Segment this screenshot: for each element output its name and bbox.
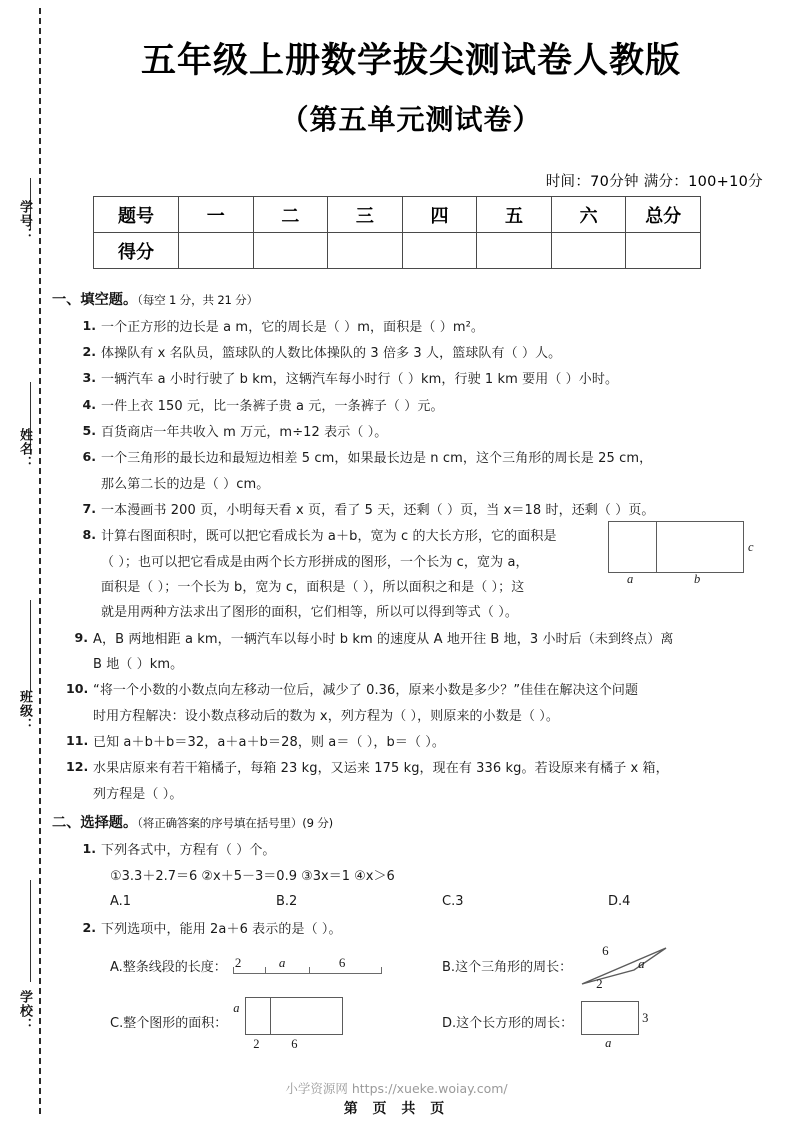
question-2-2 (52, 917, 774, 942)
table-row (94, 233, 701, 269)
triangle-label-6: 6 (602, 943, 609, 959)
page-footer: 第 页 共 页 (343, 1101, 450, 1117)
question-1-9 (52, 627, 774, 678)
segment-line (233, 973, 381, 974)
rect-label-a: a (605, 1036, 612, 1051)
question-1-7 (52, 498, 774, 523)
question-line-1: A，B 两地相距 a km，一辆汽车以每小时 b km 的速度从 A 地开往 B 地，3 小时后（未到终点）离 (93, 631, 674, 647)
question-1-1 (52, 315, 774, 340)
question-1-10 (52, 678, 774, 729)
choice-b[interactable] (442, 944, 774, 992)
question-text: 一件上衣 150 元，比一条裤子贵 a 元，一条裤子（ ）元。 (101, 398, 444, 414)
question-number: 2. (82, 919, 96, 935)
page-title: 五年级上册数学拔尖测试卷人教版 (140, 41, 681, 81)
choice-a-label: 整条线段的长度： (122, 960, 227, 976)
question-line-2: 那么第二长的边是（ ）cm。 (101, 476, 270, 492)
question-text: 一辆汽车 a 小时行驶了 b km，这辆汽车每小时行（ ）km，行驶 1 km 要用（ ）小时。 (101, 372, 619, 388)
question-line-1: “将一个小数的小数点向左移动一位后，减少了 0.36，原来小数是多少？”佳佳在解决这个问题 (93, 683, 639, 699)
section1-note: （每空 1 分，共 21 分） (137, 293, 258, 307)
exam-content (52, 286, 774, 1055)
question-number: 6. (82, 449, 96, 465)
question-text (93, 756, 774, 807)
question-line-2: B 地（ ）km。 (93, 657, 184, 673)
score-table-col-4: 四 (402, 197, 477, 233)
score-cell-5[interactable] (477, 233, 552, 269)
figure-label-b: b (694, 572, 701, 586)
question-1-6 (52, 446, 774, 497)
segment-label-1: 2 (234, 955, 242, 971)
section2-title: 二、选择题。 (52, 815, 138, 832)
question-text: 一本漫画书 200 页，小明每天看 x 页，看了 5 天，还剩（ ）页，当 x＝18 时，还剩（ ）页。 (101, 502, 655, 518)
question-2-1-options (52, 889, 774, 914)
question-number: 12. (66, 759, 89, 775)
question-line-2: 列方程是（ ）。 (93, 786, 183, 802)
choice-b-triangle-figure (576, 944, 686, 992)
question-number: 5. (82, 422, 96, 438)
score-table-col-5: 五 (477, 197, 552, 233)
choice-b-label: 这个三角形的周长： (455, 960, 573, 976)
rect-label-3: 3 (642, 1011, 649, 1026)
section2-note: （将正确答案的序号填在括号里）(9 分) (137, 816, 333, 831)
score-table-col-3: 三 (328, 197, 403, 233)
score-table-col-1: 一 (179, 197, 254, 233)
segment-tick (265, 967, 266, 974)
sidebar-label-name: 姓名： (17, 428, 32, 470)
choice-a-segment-figure (229, 953, 389, 983)
binding-sidebar (0, 0, 46, 1122)
section-heading-multiple-choice (52, 813, 774, 835)
score-cell-6[interactable] (551, 233, 626, 269)
choice-row-ab (110, 943, 774, 993)
question-1-3 (52, 367, 774, 392)
question-text: 百货商店一年共收入 m 万元，m÷12 表示（ ）。 (101, 424, 388, 440)
question-number: 1. (82, 317, 96, 333)
sidebar-label-school: 学校： (17, 990, 32, 1032)
figure-divider (270, 997, 271, 1035)
score-cell-1[interactable] (179, 233, 254, 269)
rect-label-6: 6 (291, 1037, 298, 1052)
question-text (101, 446, 774, 497)
question-number: 11. (66, 733, 89, 749)
rect-label-a: a (233, 1001, 240, 1016)
score-table-row-label: 题号 (94, 197, 179, 233)
choice-b-key: B. (442, 960, 456, 976)
choice-a-key: A. (110, 960, 123, 976)
exam-meta: 时间：70分钟 满分：100+10分 (545, 174, 763, 190)
question-line-2: 时用方程解决：设小数点移动后的数为 x，列方程为（ ），则原来的小数是（ ）。 (93, 708, 559, 724)
option-c[interactable]: C.3 (442, 894, 464, 910)
score-cell-3[interactable] (328, 233, 403, 269)
question-number: 3. (82, 370, 96, 386)
expression-list: ①3.3＋2.7＝6 ②x＋5－3＝0.9 ③3x＝1 ④x＞6 (110, 869, 395, 885)
question-1-5 (52, 420, 774, 445)
question-number: 9. (74, 629, 88, 645)
cut-dashed-line (39, 8, 41, 1114)
figure-label-a: a (627, 572, 634, 586)
sidebar-label-student-id: 学号： (17, 200, 32, 242)
question-text (93, 678, 774, 729)
question-number: 1. (82, 840, 96, 856)
question-text (101, 524, 646, 625)
triangle-label-a: a (638, 956, 645, 972)
rect-label-2: 2 (253, 1037, 260, 1052)
table-row (94, 197, 701, 233)
question-line-2: （ ）；也可以把它看成是由两个长方形拼成的图形，一个长为 c，宽为 a， (101, 554, 529, 570)
sidebar-rule-3 (30, 600, 31, 692)
segment-tick (309, 967, 310, 974)
question-text: 下列选项中，能用 2a＋6 表示的是（ ）。 (101, 921, 342, 937)
choice-row-cd (110, 993, 774, 1055)
question-line-1: 计算右图面积时，既可以把它看成长为 a＋b，宽为 c 的大长方形，它的面积是 (101, 529, 557, 545)
question-text: 体操队有 x 名队员，篮球队的人数比体操队的 3 倍多 3 人，篮球队有（ ）人。 (101, 345, 562, 361)
segment-tick (381, 967, 382, 974)
segment-tick (233, 967, 234, 974)
segment-label-3: 6 (338, 955, 346, 971)
question-text: 一个正方形的边长是 a m，它的周长是（ ）m，面积是（ ）m²。 (101, 319, 484, 335)
option-b[interactable]: B.2 (276, 894, 298, 910)
question-1-12 (52, 756, 774, 807)
question-line-1: 一个三角形的最长边和最短边相差 5 cm，如果最长边是 n cm，这个三角形的周长是 25 cm， (101, 451, 653, 467)
choice-d-label: 这个长方形的周长： (456, 1016, 574, 1032)
question-1-8 (52, 524, 774, 625)
question-1-4 (52, 394, 774, 419)
choice-d-rect-figure (577, 999, 667, 1049)
sidebar-label-class: 班级： (17, 690, 32, 732)
question-number: 4. (82, 396, 96, 412)
figure-rectangle (245, 997, 343, 1035)
question-2-1-expressions (52, 864, 774, 889)
figure-label-c: c (748, 540, 754, 554)
question-line-4: 就是用两种方法求出了图形的面积，它们相等，所以可以得到等式（ ）。 (101, 605, 518, 621)
sidebar-rule-4 (30, 880, 31, 982)
choice-d[interactable] (442, 999, 774, 1049)
choice-c-label: 整个图形的面积： (123, 1016, 228, 1032)
choice-a[interactable] (110, 953, 442, 983)
score-table-score-label: 得分 (94, 233, 179, 269)
triangle-shape (576, 944, 686, 992)
score-table-col-2: 二 (253, 197, 328, 233)
score-table (93, 196, 701, 269)
option-a[interactable]: A.1 (110, 894, 132, 910)
score-cell-total[interactable] (626, 233, 701, 269)
question-text: 下列各式中，方程有（ ）个。 (101, 842, 276, 858)
question-2-1 (52, 838, 774, 863)
question-2-2-choices (52, 943, 774, 1055)
question-number: 7. (82, 500, 96, 516)
question-number: 2. (82, 343, 96, 359)
score-table-col-total: 总分 (626, 197, 701, 233)
question-number: 10. (66, 681, 89, 697)
question-line-1: 水果店原来有若干箱橘子，每箱 23 kg，又运来 175 kg，现在有 336 kg。若设原来有橘子 x 箱， (93, 761, 669, 777)
score-table-col-6: 六 (551, 197, 626, 233)
choice-c[interactable] (110, 995, 442, 1053)
question-line-3: 面积是（ ）；一个长为 b，宽为 c，面积是（ ），所以面积之和是（ ）；这 (101, 580, 525, 596)
question-text (93, 627, 774, 678)
triangle-label-2: 2 (596, 976, 603, 992)
choice-c-split-rect-figure (233, 995, 353, 1053)
page-subtitle: （第五单元测试卷） (280, 103, 542, 136)
question-text: 已知 a＋b＋b＝32，a＋a＋b＝28，则 a＝（ ），b＝（ ）。 (93, 735, 445, 751)
score-cell-4[interactable] (402, 233, 477, 269)
segment-label-2: a (278, 955, 286, 971)
section1-title: 一、填空题。 (52, 292, 138, 308)
question-number: 8. (82, 527, 96, 543)
option-d[interactable]: D.4 (608, 894, 631, 910)
choice-c-key: C. (110, 1016, 124, 1032)
section-heading-fill-in-blanks (52, 290, 774, 312)
question-1-11 (52, 730, 774, 755)
figure-rectangle (581, 1001, 639, 1035)
question-1-2 (52, 341, 774, 366)
score-cell-2[interactable] (253, 233, 328, 269)
choice-d-key: D. (442, 1016, 457, 1032)
site-watermark: 小学资源网 https://xueke.woiay.com/ (285, 1081, 508, 1096)
